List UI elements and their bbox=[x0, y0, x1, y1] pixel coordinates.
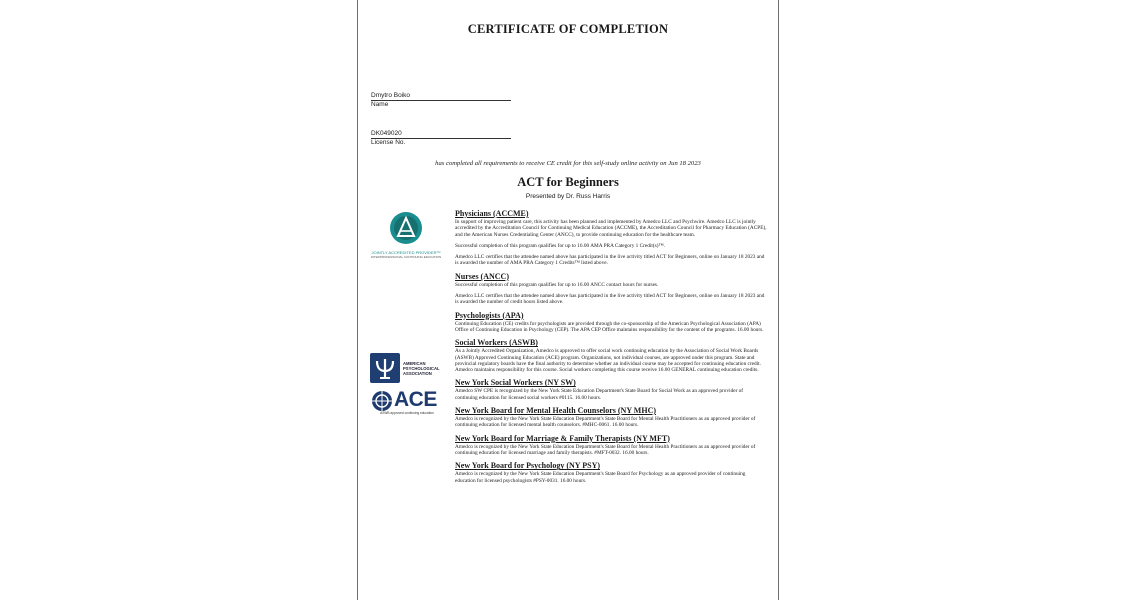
accreditation-section bbox=[455, 434, 767, 457]
section-paragraph: Amedco LLC certifies that the attendee named above has participated in the live activity titled ACT for Beginners, online on January 18 2023 and is awarded the number of credit hours listed above. bbox=[455, 293, 765, 306]
section-paragraph: Amedco LLC certifies that the attendee named above has participated in the live activity titled ACT for Beginners, online on January 18 2023 and is awarded the number of AMA PRA Category 1 Credits™ listed above. bbox=[455, 254, 765, 267]
section-paragraph: Continuing Education (CE) credits for psychologists are provided through the co-sponsorship of the American Psychological Association (APA) Office of Continuing Education in Psychology (CEP). The APA CEP Office maintains responsibility for the content of the programs. 16.00 hours. bbox=[455, 320, 764, 333]
joint-accreditation-text: JOINTLY ACCREDITED PROVIDER™ bbox=[371, 250, 441, 255]
accreditation-section bbox=[455, 209, 767, 267]
section-paragraph: Successful completion of this program qualifies for up to 16.00 ANCC contact hours for nurses. bbox=[455, 281, 659, 288]
section-paragraph: Amedco SW CPE is recognized by the New York State Education Department's State Board for Social Work as an approved provider of continuing education for licensed social workers #0115. 16.00 hours. bbox=[455, 388, 744, 401]
accreditation-sections bbox=[455, 209, 767, 489]
section-heading: New York Board for Marriage & Family Therapists (NY MFT) bbox=[455, 433, 670, 443]
section-heading: New York Social Workers (NY SW) bbox=[455, 378, 576, 388]
accreditation-section bbox=[455, 272, 767, 306]
name-value: Dmytro Boiko bbox=[371, 91, 511, 101]
joint-accreditation-logo bbox=[368, 211, 444, 267]
section-heading: Psychologists (APA) bbox=[455, 310, 524, 320]
accreditation-section bbox=[455, 461, 767, 484]
ace-logo bbox=[370, 390, 444, 420]
certificate-title: CERTIFICATE OF COMPLETION bbox=[467, 22, 669, 36]
accreditation-section bbox=[455, 338, 767, 373]
certificate-page bbox=[357, 0, 779, 600]
completion-statement: has completed all requirements to receive CE credit for this self-study online activity on Jun 18 2023 bbox=[435, 160, 701, 167]
ace-subtext: ASWB approved continuing education bbox=[380, 411, 434, 415]
section-heading: Social Workers (ASWB) bbox=[455, 338, 538, 348]
course-title: ACT for Beginners bbox=[517, 175, 619, 189]
apa-text-line1: AMERICAN bbox=[403, 360, 426, 366]
section-heading: New York Board for Psychology (NY PSY) bbox=[455, 461, 601, 471]
license-label: License No. bbox=[371, 139, 406, 146]
section-paragraph: Amedco is recognized by the New York State Education Department's State Board for Mental Health Practitioners as an approved provider of continuing education for licensed mental health counselors. #MHC-0061. 16.00 hours. bbox=[455, 416, 756, 429]
accreditation-section bbox=[455, 311, 767, 334]
license-value: DK049020 bbox=[371, 129, 511, 139]
ace-wordmark: ACE bbox=[394, 388, 437, 411]
section-heading: New York Board for Mental Health Counselors (NY MHC) bbox=[455, 406, 657, 416]
section-paragraph: In support of improving patient care, this activity has been planned and implemented by Amedco LLC and Psychwire. Amedco LLC is jointly accredited by the Accreditation Council for Continuing Medical Education (ACCME), the Accreditation Council for Pharmacy Education (ACPE), and the American Nurses Credentialing Center (ANCC), to provide continuing education for the healthcare team. bbox=[455, 219, 767, 238]
apa-text-line3: ASSOCIATION bbox=[403, 370, 432, 376]
presenter-line: Presented by Dr. Russ Harris bbox=[525, 193, 611, 200]
name-label: Name bbox=[371, 101, 389, 108]
section-paragraph: Amedco is recognized by the New York State Education Department's State Board for Mental Health Practitioners as an approved provider of continuing education for licensed marriage and family therapists. #MFT-0032. 16.00 hours. bbox=[455, 443, 756, 456]
section-heading: Physicians (ACCME) bbox=[455, 209, 529, 218]
section-paragraph: As a Jointly Accredited Organization, Amedco is approved to offer social work continuing education by the Association of Social Work Boards (ASWB) Approved Continuing Education (ACE) program. Organizations, not individual courses, are approved under this program. State and provincial regulatory boards have the final authority to determine whether an individual course may be accepted for continuing education credit. Amedco maintains responsibility for this course. Social workers completing this course receive 16.00 GENERAL continuing education credits. bbox=[455, 348, 761, 374]
apa-text-line2: PSYCHOLOGICAL bbox=[403, 365, 440, 371]
accreditation-section bbox=[455, 378, 767, 401]
apa-psi-icon bbox=[370, 353, 400, 383]
section-paragraph: Successful completion of this program qualifies for up to 16.00 AMA PRA Category 1 Credit(s)™. bbox=[455, 242, 665, 249]
ace-globe-icon bbox=[371, 390, 393, 412]
accreditation-section bbox=[455, 406, 767, 429]
section-paragraph: Amedco is recognized by the New York State Education Department's State Board for Psychology as an approved provider of continuing education for licensed psychologists #PSY-0031. 16.00 hours. bbox=[455, 471, 746, 484]
joint-accreditation-subtext: INTERPROFESSIONAL CONTINUING EDUCATION bbox=[370, 255, 442, 259]
apa-logo bbox=[370, 352, 444, 384]
license-field bbox=[371, 129, 511, 147]
name-field bbox=[371, 91, 511, 109]
joint-accreditation-icon bbox=[389, 211, 423, 245]
section-heading: Nurses (ANCC) bbox=[455, 271, 509, 281]
